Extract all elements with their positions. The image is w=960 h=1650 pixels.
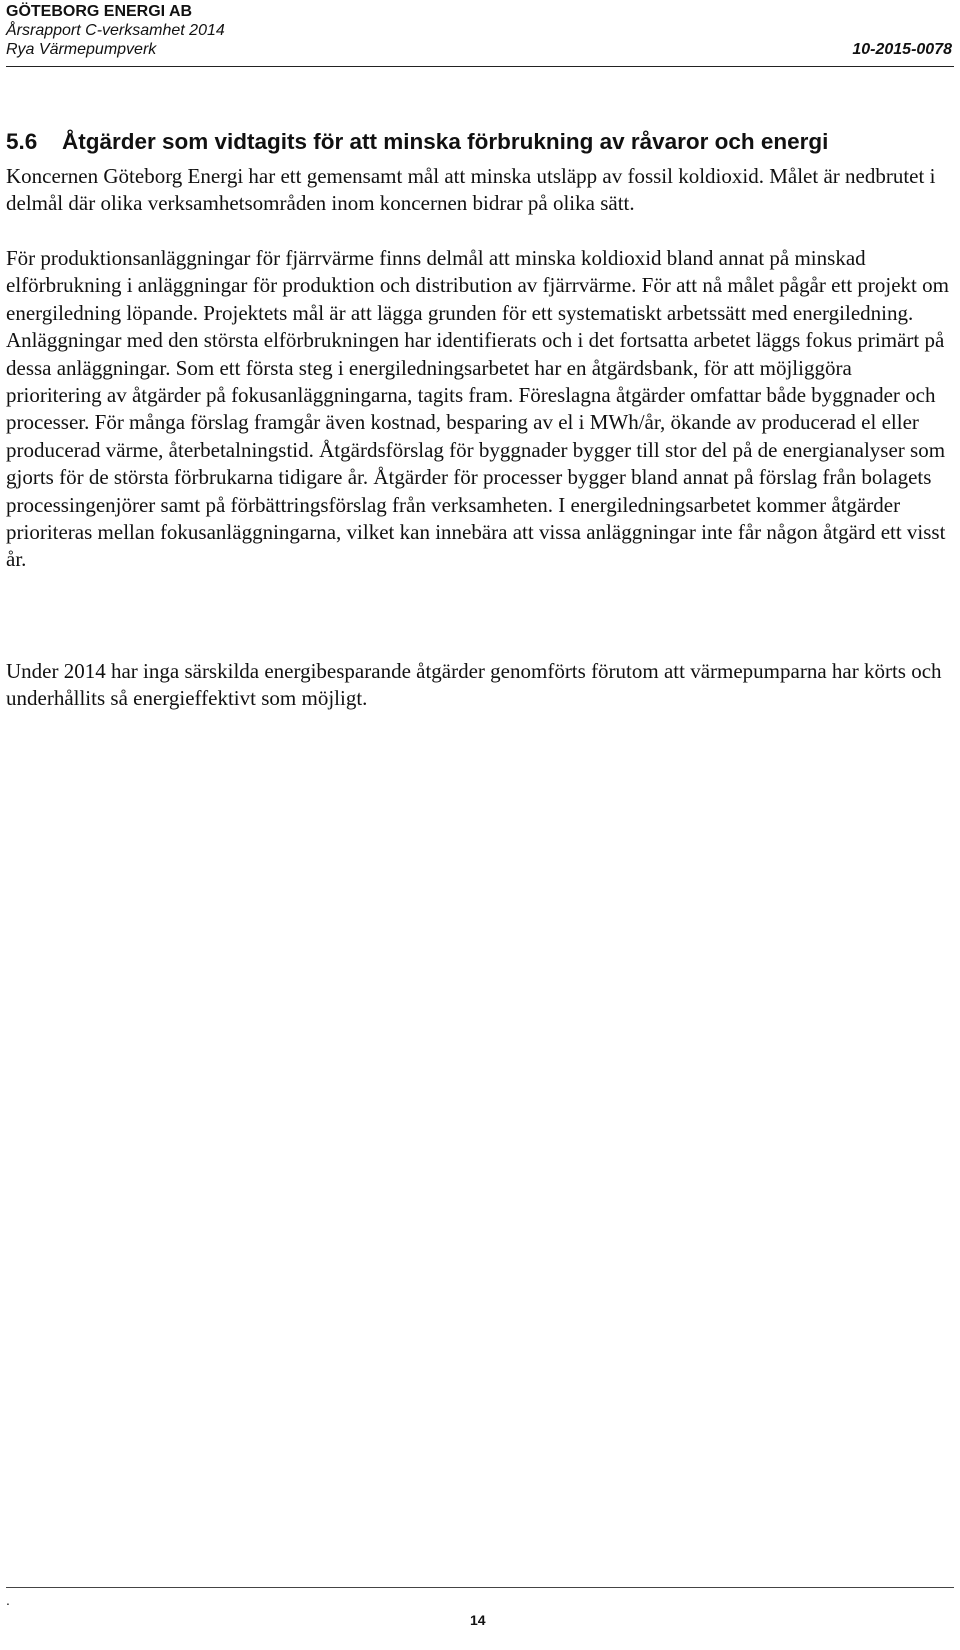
page-header <box>6 2 954 59</box>
section-title: Åtgärder som vidtagits för att minska förbrukning av råvaror och energi <box>62 129 829 154</box>
report-title: Årsrapport C-verksamhet 2014 <box>6 22 225 39</box>
facility-name: Rya Värmepumpverk <box>6 41 157 58</box>
section-number: 5.6 <box>6 129 38 154</box>
paragraph-production: För produktionsanläggningar för fjärrvärme finns delmål att minska koldioxid bland annat på minskad elförbrukning i anläggningar för produktion och distribution av fjärrvärme. För att nå målet pågår ett projekt om energiledning löpande. Projektets mål är att lägga grunden för ett systematiskt arbetssätt med energiledning. Anläggningar med den största elförbrukningen har identifierats och i det fortsatta arbetet läggs fokus primärt på dessa anläggningar. Som ett första steg i energiledningsarbetet har en åtgärdsbank, för att möjliggöra prioritering av åtgärder på fokusanläggningarna, tagits fram. Föreslagna åtgärder omfattar både byggnader och processer. För många förslag framgår även kostnad, besparing av el i MWh/år, ökande av producerad el eller producerad värme, återbetalningstid. Åtgärdsförslag för byggnader bygger till stor del på de energianalyser som gjorts för de största förbrukarna tidigare år. Åtgärder för processer bygger bland annat på förslag från bolagets processingenjörer samt på förbättringsförslag från verksamheten. I energiledningsarbetet kommer åtgärder prioriteras mellan fokusanläggningarna, vilket kan innebära att vissa anläggningar inte får någon åtgärd ett visst år. <box>6 246 949 572</box>
section-heading <box>6 128 956 156</box>
page-number: 14 <box>470 1612 486 1628</box>
paragraph-2014: Under 2014 har inga särskilda energibesparande åtgärder genomförts förutom att värmepumparna har körts och underhållits så energieffektivt som möjligt. <box>6 659 942 711</box>
header-divider <box>6 66 954 67</box>
footer-mark: . <box>6 1592 10 1608</box>
footer-divider <box>6 1587 954 1588</box>
company-name: GÖTEBORG ENERGI AB <box>6 3 193 20</box>
paragraph-intro: Koncernen Göteborg Energi har ett gemensamt mål att minska utsläpp av fossil koldioxid. Målet är nedbrutet i delmål där olika verksamhetsområden inom koncernen bidrar på olika sätt. <box>6 164 936 216</box>
document-number: 10-2015-0078 <box>852 41 952 58</box>
header-row <box>6 40 954 59</box>
